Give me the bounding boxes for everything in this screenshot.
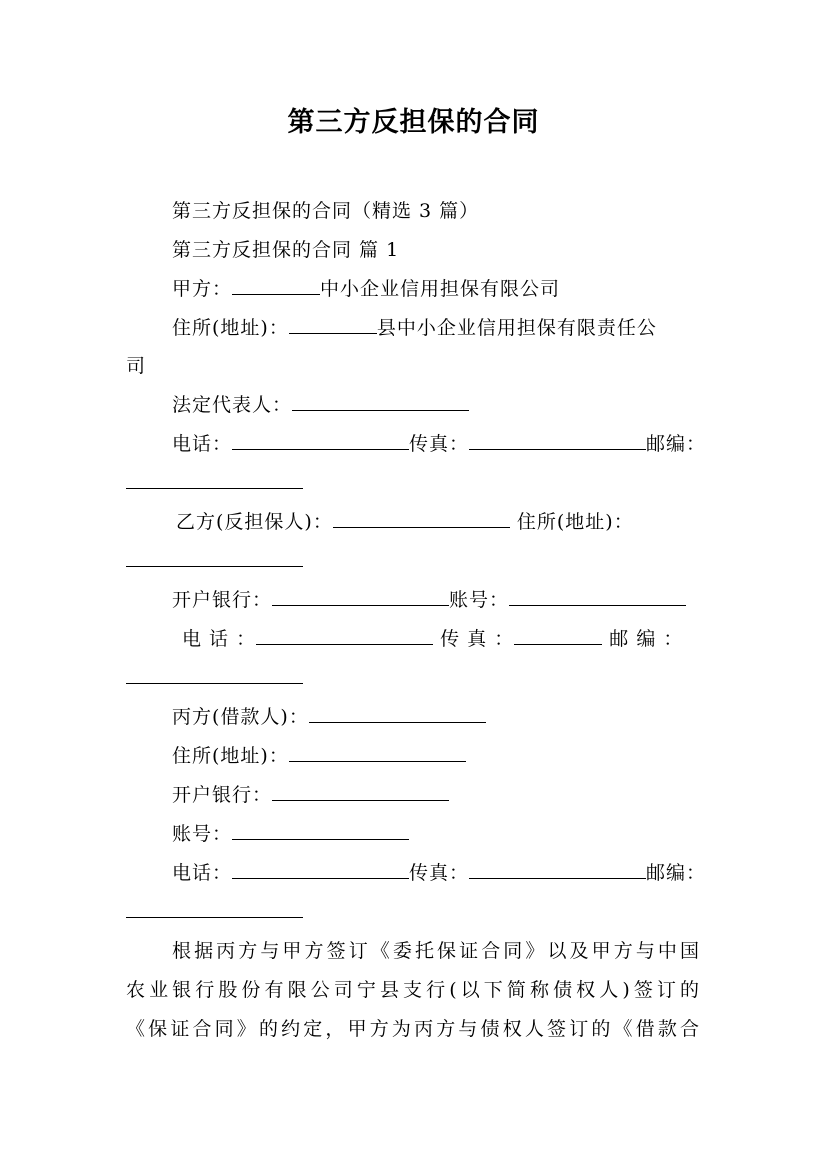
page-title: 第三方反担保的合同 [287, 107, 540, 138]
bank-label: 开户银行： [172, 589, 273, 611]
body-paragraph-line-1: 根据丙方与甲方签订《委托保证合同》以及甲方与中国 [172, 940, 700, 962]
party-a-name: 中小企业信用担保有限公司 [320, 278, 561, 300]
party-a-address-name: 县中小企业信用担保有限责任公 [376, 317, 657, 339]
party-b-address-label: 住所(地址)： [516, 511, 634, 533]
party-c-account-label: 账号： [172, 823, 233, 845]
body-paragraph-line-2: 农业银行股份有限公司宁县支行(以下简称债权人)签订的 [126, 979, 700, 1001]
legal-rep-label: 法定代表人： [172, 394, 293, 416]
blank-field [256, 626, 433, 645]
blank-field [514, 626, 602, 645]
phone-label: 电 话 ： [182, 628, 257, 650]
blank-field [289, 315, 377, 334]
party-c-contact-line [172, 860, 706, 886]
blank-field [272, 587, 449, 606]
party-c-account-line [172, 821, 409, 847]
blank-field [126, 899, 303, 918]
party-b-bank-line [172, 587, 686, 613]
phone-label: 电话： [172, 862, 233, 884]
party-c-label: 丙方(借款人)： [172, 706, 309, 728]
fax-label: 传 真 ： [440, 628, 515, 650]
blank-field [232, 821, 409, 840]
blank-field [232, 860, 409, 879]
party-b-line [176, 509, 634, 535]
party-c-bank-label: 开户银行： [172, 784, 273, 806]
postcode-blank-line [126, 899, 303, 925]
subtitle-line: 第三方反担保的合同（精选 3 篇） [172, 200, 480, 222]
postcode-label: 邮编： [646, 862, 707, 884]
party-a-contact-line [172, 431, 706, 457]
party-b-contact-line [182, 626, 683, 652]
party-c-address-line [172, 743, 466, 769]
party-b-address-blank-line [126, 548, 303, 574]
party-a-label: 甲方： [172, 278, 233, 300]
blank-field [469, 431, 646, 450]
blank-field [272, 782, 449, 801]
party-c-line [172, 704, 486, 730]
party-b-label: 乙方(反担保人)： [176, 511, 333, 533]
blank-field [333, 509, 510, 528]
part-heading: 第三方反担保的合同 篇 1 [172, 239, 400, 261]
blank-field [126, 470, 303, 489]
blank-field [289, 743, 466, 762]
postcode-label: 邮 编 ： [609, 628, 684, 650]
legal-rep-line [172, 392, 469, 418]
account-label: 账号： [449, 589, 510, 611]
party-c-address-label: 住所(地址)： [172, 745, 289, 767]
body-paragraph-line-3: 《保证合同》的约定，甲方为丙方与债权人签订的《借款合 [126, 1018, 700, 1040]
postcode-label: 邮编： [646, 433, 707, 455]
postcode-blank-line [126, 665, 303, 691]
blank-field [126, 548, 303, 567]
postcode-blank-line [126, 470, 303, 496]
blank-field [309, 704, 486, 723]
party-a-line [172, 276, 560, 302]
blank-field [292, 392, 469, 411]
blank-field [509, 587, 686, 606]
phone-label: 电话： [172, 433, 233, 455]
blank-field [469, 860, 646, 879]
party-c-bank-line [172, 782, 449, 808]
blank-field [232, 276, 320, 295]
fax-label: 传真： [409, 862, 470, 884]
blank-field [232, 431, 409, 450]
party-a-address-cont: 司 [126, 355, 147, 377]
blank-field [126, 665, 303, 684]
fax-label: 传真： [409, 433, 470, 455]
party-a-address-label: 住所(地址)： [172, 317, 289, 339]
party-a-address-line [172, 315, 657, 341]
